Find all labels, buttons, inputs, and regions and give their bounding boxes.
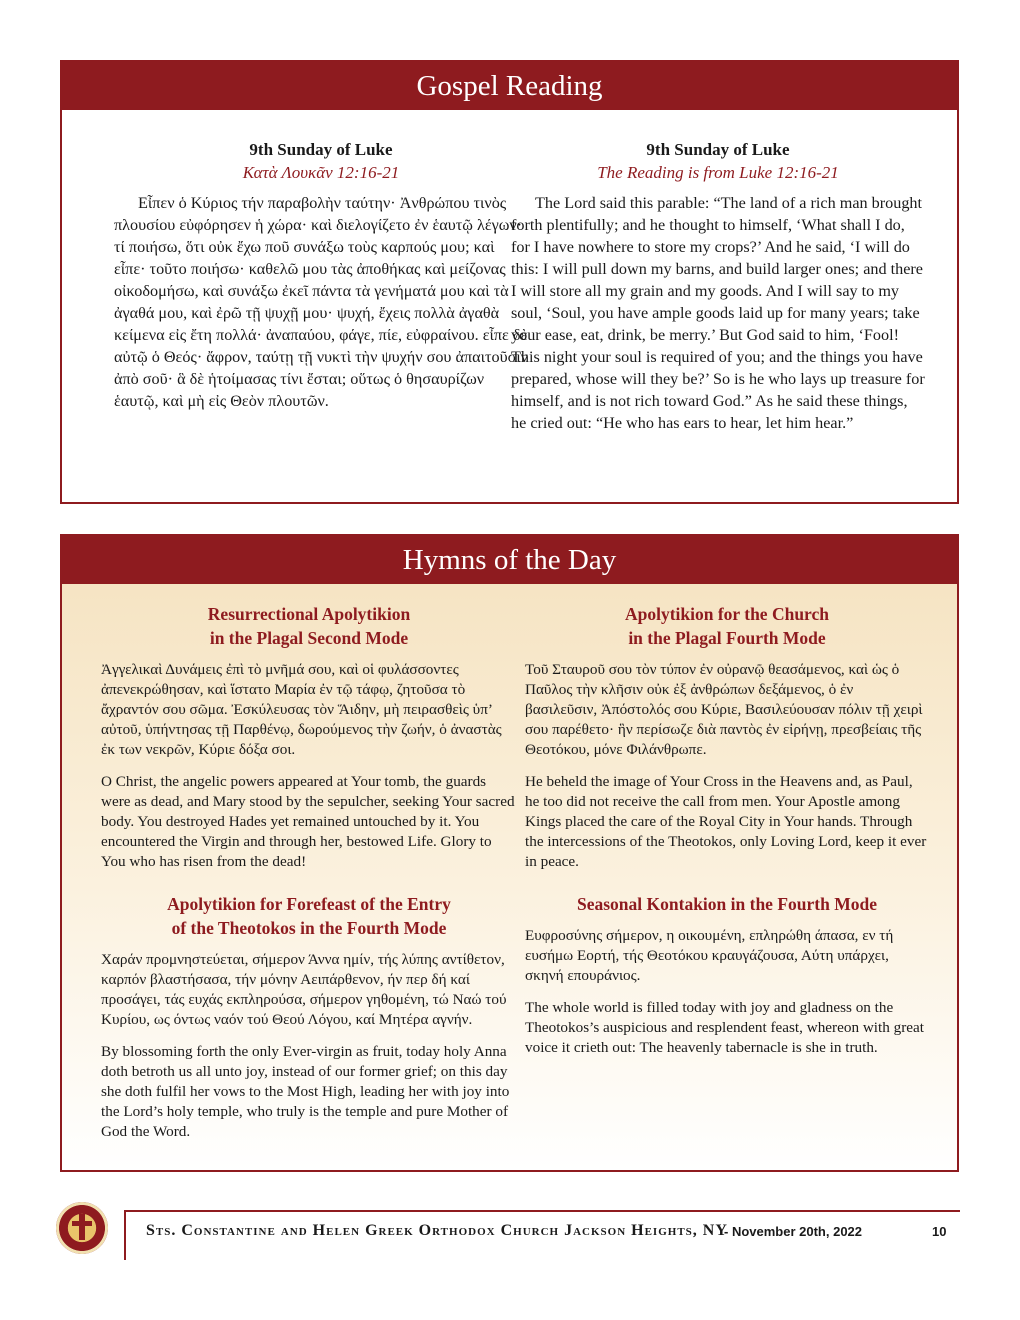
hymn-english-text: He beheld the image of Your Cross in the Heavens and, as Paul, he too did not receive the call from men. Your Apostle among Kings placed the care of the Royal City in Your hands. Through the intercessions of the Theotokos, only Loving Lord, keep it ever in peace. [525,773,927,870]
hymn-english-text: By blossoming forth the only Ever-virgin as fruit, today holy Anna doth betroth us all unto joy, instead of our former grief; on this day she doth fulfil her vows to the Most High, leading her with joy into the Lord’s holy temple, who truly is the temple and pure Mother of God the Word. [101,1043,510,1140]
hymns-section [60,534,959,1172]
gospel-english-title: 9th Sunday of Luke [646,140,790,159]
hymn-title-line: Apolytikion for the Church [624,604,830,624]
footer-rule [124,1210,960,1212]
gospel-english-subtitle: The Reading is from Luke 12:16-21 [597,163,839,182]
cross-bar [72,1221,92,1226]
page-number: 10 [932,1224,947,1239]
church-seal-icon [56,1202,108,1254]
cross-icon [79,1214,85,1240]
gospel-reading-section [60,60,959,504]
gospel-english-text: The Lord said this parable: “The land of a rich man brought forth plentifully; and he thought to himself, ‘What shall I do, for I have nowhere to store my crops?’ And he said, ‘I will do this: I will pull down my barns, and build larger ones; and there I will store all my grain and my goods. And I will say to my soul, ‘Soul, you have ample goods laid up for many years; take your ease, eat, drink, be merry.’ But God said to him, ‘Fool! This night your soul is required of you; and the things you have prepared, whose will they be?’ So is he who lays up treasure for himself, and is not rich toward God.” As he said these things, he cried out: “He who has ears to hear, let him hear.” [511,194,925,432]
hymn-greek-text: Τοῦ Σταυροῦ σου τὸν τύπον ἐν οὐρανῷ θεασάμενος, καὶ ὡς ὁ Παῦλος τὴν κλῆσιν οὐκ ἐξ ἀνθρώπων δεξάμενος, ὁ ἐν βασιλεῦσιν, Ἀπόστολός σου Κύριε, Βασιλεύουσαν πόλιν τῇ χειρὶ σου παρέθετο· ἣν περίσωζε διὰ παντὸς ἐν εἰρήνῃ, πρεσβείαις τῆς Θεοτόκου, μόνε Φιλάνθρωπε. [525,661,923,758]
hymn-title-line: Resurrectional Apolytikion [207,604,411,624]
gospel-header: Gospel Reading [62,62,957,110]
footer-rule-vertical [124,1210,126,1260]
hymn-title-line: in the Plagal Fourth Mode [628,628,826,648]
hymn-greek-text: Ἀγγελικαὶ Δυνάμεις ἐπὶ τὸ μνῆμά σου, καὶ οἱ φυλάσσοντες ἀπενεκρώθησαν, καὶ ἵστατο Μαρία ἐν τῷ τάφῳ, ζητοῦσα τὸ ἄχραντόν σου σῶμα. Ἐσκύλευσας τὸν Ἅιδην, μὴ πειρασθεὶς ὑπ’ αὐτοῦ, ὑπήντησας τῇ Παρθένῳ, δωρούμενος τὴν ζωήν, ὁ ἀναστὰς ἐκ των νεκρῶν, Κύριε δόξα σοι. [101,661,502,758]
hymns-header: Hymns of the Day [62,536,957,584]
hymn-title [525,892,929,916]
hymn-english-text: O Christ, the angelic powers appeared at Your tomb, the guards were as dead, and Mary stood by the sepulcher, seeking Your sacred body. You destroyed Hades yet remained untouched by it. You encountered the Virgin and through her, bestowed Life. Glory to You who has risen from the dead! [101,773,515,870]
hymn-title-line: of the Theotokos in the Fourth Mode [171,918,447,938]
hymn-greek-text: Χαράν προμνηστεύεται, σήμερον Άννα ημίν, τής λύπης αντίθετον, καρπόν βλαστήσασα, τήν μόνην Αειπάρθενον, ήν περ δή καί προσάγει, τάς ευχάς εκπληρούσα, σήμερον γηθομένη, τώ Ναώ τού Κυρίου, ως όντως ναόν τού Θεού Λόγου, καί Μητέρα αγνήν. [101,951,507,1028]
gospel-greek-column [114,138,528,412]
hymns-left-column [101,602,517,1154]
hymn-english-text: The whole world is filled today with joy and gladness on the Theotokos’s auspicious and resplendent feast, whereon with great voice it crieth out: The heavenly tabernacle is she in truth. [525,999,924,1056]
hymn-greek-text: Ευφροσύνης σήμερον, η οικουμένη, επληρώθη άπασα, εν τή ευσήμω Εορτή, τής Θεοτόκου κραυγάζουσα, Αύτη υπάρχει, σκηνή επουράνιος. [525,927,894,984]
hymn-title [525,602,929,650]
church-name: Sts. Constantine and Helen Greek Orthodox Church Jackson Heights, NY [146,1222,728,1239]
gospel-greek-title: 9th Sunday of Luke [249,140,393,159]
hymn-title-line: Seasonal Kontakion in the Fourth Mode [577,894,877,914]
page-footer [0,1190,1020,1270]
hymn-title-line: Apolytikion for Forefeast of the Entry [167,894,451,914]
gospel-english-column [511,138,925,434]
gospel-greek-subtitle: Κατὰ Λουκᾶν 12:16-21 [242,163,400,182]
hymn-title [101,892,517,940]
hymns-right-column [525,602,929,1070]
gospel-greek-text: Εἶπεν ὁ Κύριος τήν παραβολὴν ταύτην· Ἀνθρώπου τινὸς πλουσίου εὐφόρησεν ἡ χώρα· καὶ διελογίζετο ἐν ἑαυτῷ λέγων· τί ποιήσω, ὅτι οὐκ ἔχω ποῦ συνάξω τοὺς καρπούς μου; καὶ εἶπε· τοῦτο ποιήσω· καθελῶ μου τὰς ἀποθήκας καὶ μείζονας οἰκοδομήσω, καὶ συνάξω ἐκεῖ πάντα τὰ γενήματά μου καὶ τὰ ἀγαθά μου, καὶ ἐρῶ τῇ ψυχῇ μου· ψυχή, ἔχεις πολλὰ ἀγαθὰ κείμενα εἰς ἔτη πολλά· ἀναπαύου, φάγε, πίε, εὐφραίνου. εἶπε δὲ αὐτῷ ὁ Θεός· ἄφρον, ταύτῃ τῇ νυκτὶ τὴν ψυχήν σου ἀπαιτοῦσιν ἀπὸ σοῦ· ἃ δὲ ἡτοίμασας τίνι ἔσται; οὕτως ὁ θησαυρίζων ἑαυτῷ, καὶ μὴ εἰς Θεὸν πλουτῶν. [114,194,528,410]
hymn-title [101,602,517,650]
hymn-title-line: in the Plagal Second Mode [209,628,409,648]
bulletin-date: - November 20th, 2022 [724,1224,863,1239]
